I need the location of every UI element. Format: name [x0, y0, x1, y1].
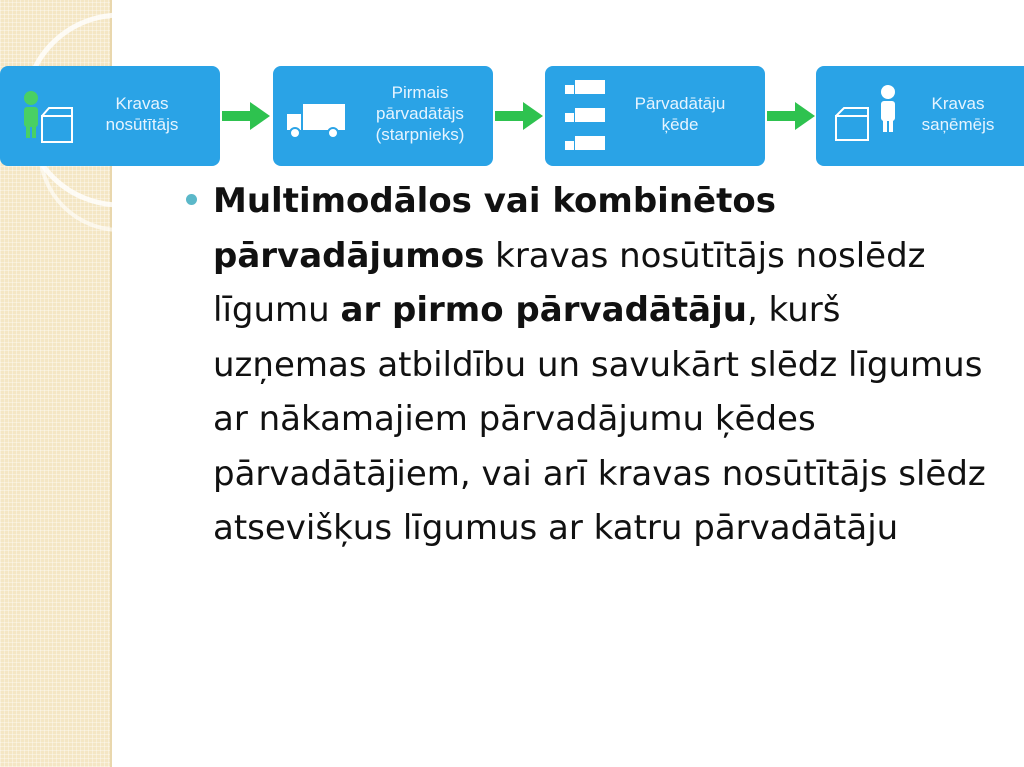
flow-step-carrier-chain: [545, 66, 765, 166]
text-2: , kurš uzņemas atbildību un savukārt slēdz līgumus ar nākamajiem pārvadājumu ķēdes pārvadātājiem, vai arī kravas nosūtītājs slēdz atsevišķus līgumus ar katru pārvadātāju: [213, 290, 986, 548]
process-flow-diagram: [0, 66, 1024, 166]
flow-step-receiver: [816, 66, 1024, 166]
step-label-line1: Kravas: [115, 94, 169, 113]
flow-step-first-carrier: [273, 66, 493, 166]
step-label-line2: pārvadātājs: [376, 104, 464, 123]
arrow-right-icon: [767, 102, 817, 130]
person-box-icon: [14, 86, 74, 146]
arrow-right-icon: [222, 102, 272, 130]
step-label-line1: Pārvadātāju: [634, 94, 726, 113]
step-label-line2: nosūtītājs: [105, 115, 179, 134]
step-label-line1: Pirmais: [391, 83, 449, 102]
truck-icon: [285, 102, 347, 140]
arrow-right-icon: [495, 102, 545, 130]
bullet-icon: [186, 194, 197, 205]
step-label-line1: Kravas: [931, 94, 985, 113]
bold-text-2: ar pirmo pārvadātāju: [340, 290, 747, 330]
step-label-line3: (starpnieks): [375, 125, 465, 144]
flow-step-sender: [0, 66, 220, 166]
bullet-paragraph: [213, 174, 1003, 556]
step-label-line2: saņēmējs: [921, 115, 995, 134]
box-person-icon: [834, 82, 904, 144]
step-label-line2: ķēde: [661, 115, 699, 134]
trucks-stack-icon: [563, 78, 607, 158]
text-1: kravas nosūtītājs noslēdz līgumu: [213, 235, 926, 330]
bold-text-1: Multimodālos vai kombinētos pārvadājumos: [213, 181, 776, 276]
